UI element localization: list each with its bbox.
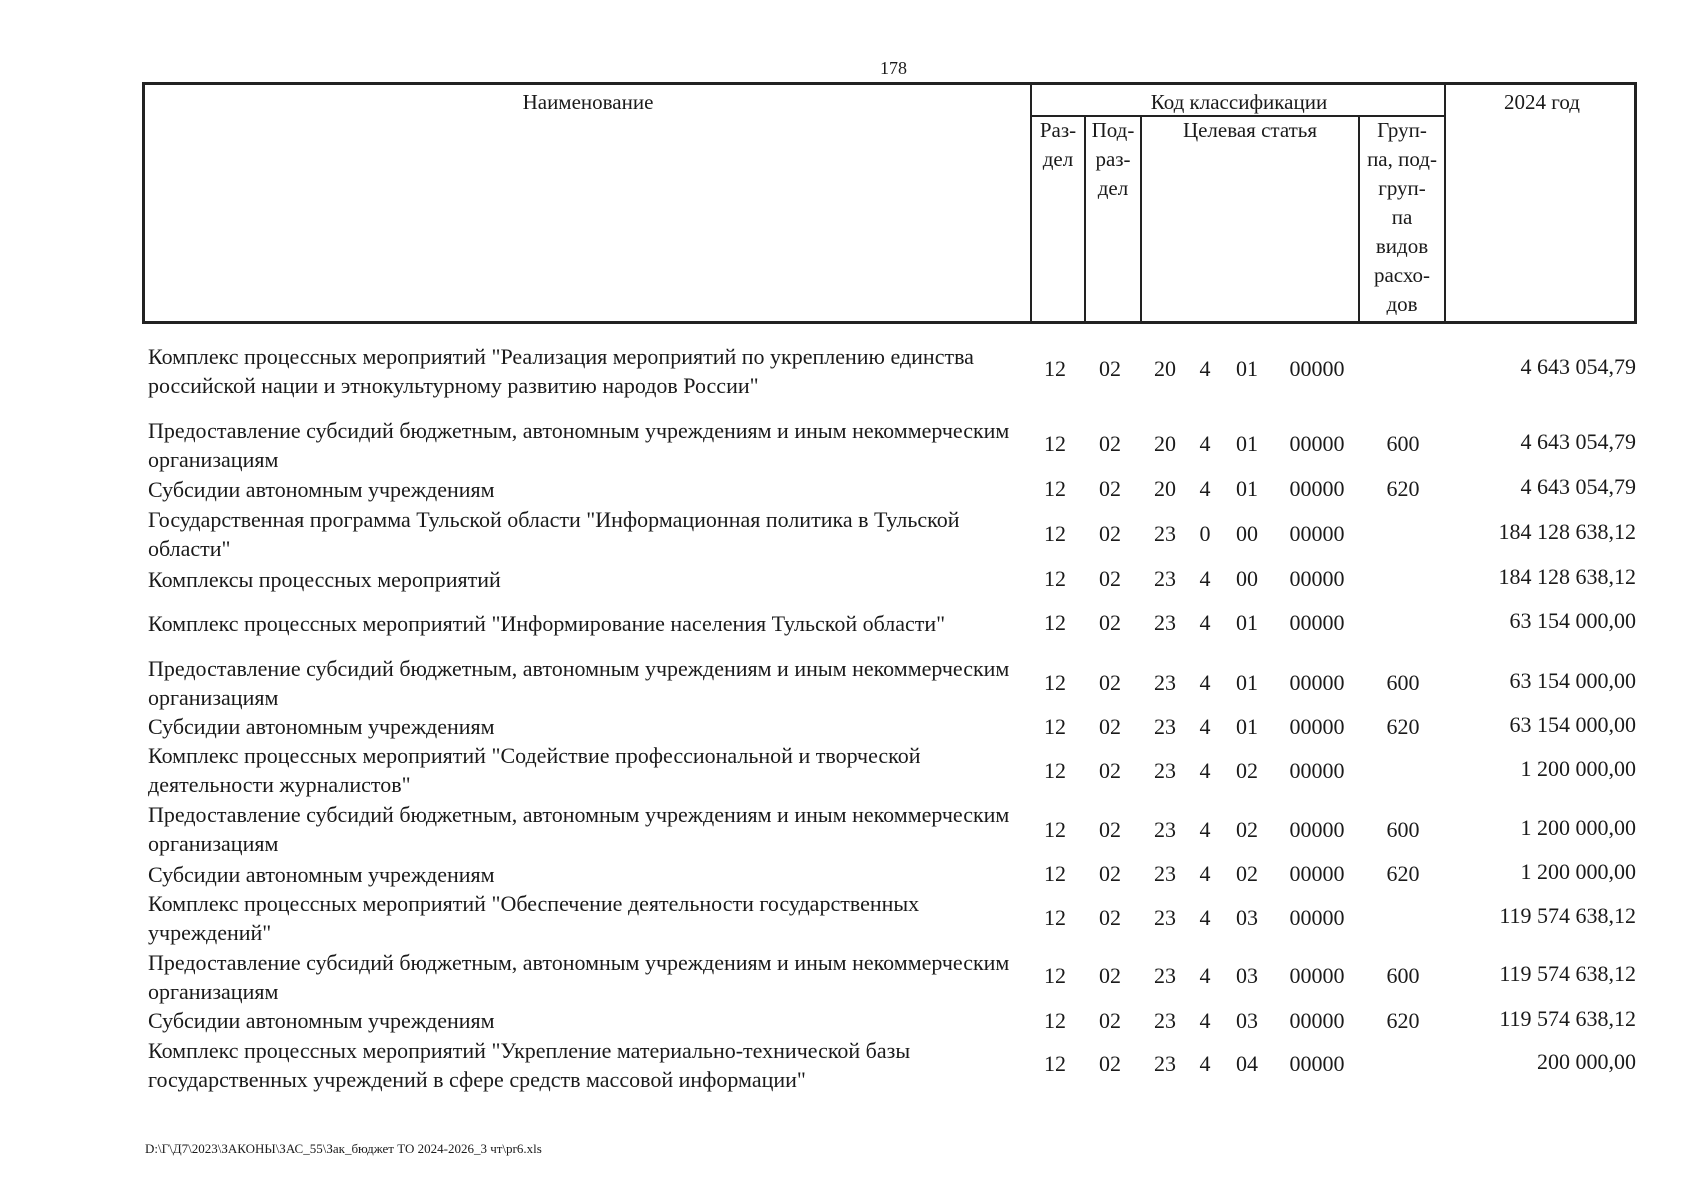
- target-program-cell: 23: [1154, 817, 1176, 842]
- target-program-cell: 23: [1154, 670, 1176, 695]
- divider: [1140, 116, 1142, 324]
- podrazdel-cell: 02: [1099, 566, 1121, 591]
- row-name: Комплекс процессных мероприятий "Реализация мероприятий по укреплению единства российской нации и этнокультурному развитию народов России": [148, 344, 974, 398]
- header-year: 2024 год: [1504, 90, 1580, 114]
- target-type-cell: 4: [1199, 817, 1211, 842]
- target-type-cell: 4: [1199, 566, 1211, 591]
- target-direction-cell: 00000: [1289, 1008, 1345, 1033]
- expense-group-cell: 620: [1386, 1008, 1420, 1033]
- target-direction-cell: 00000: [1289, 356, 1345, 381]
- amount-cell: 119 574 638,12: [1499, 1006, 1636, 1031]
- target-item-cell: 01: [1236, 610, 1258, 635]
- target-item-cell: 01: [1236, 476, 1258, 501]
- amount-cell: 63 154 000,00: [1509, 712, 1636, 737]
- row-name: Комплекс процессных мероприятий "Информирование населения Тульской области": [148, 611, 946, 636]
- row-name: Субсидии автономным учреждениям: [148, 477, 495, 502]
- target-program-cell: 23: [1154, 758, 1176, 783]
- razdel-cell: 12: [1044, 476, 1066, 501]
- target-direction-cell: 00000: [1289, 476, 1345, 501]
- podrazdel-cell: 02: [1099, 521, 1121, 546]
- target-direction-cell: 00000: [1289, 670, 1345, 695]
- target-item-cell: 03: [1236, 1008, 1258, 1033]
- page-number: 178: [880, 58, 907, 78]
- expense-group-cell: 620: [1386, 714, 1420, 739]
- amount-cell: 4 643 054,79: [1520, 474, 1636, 499]
- row-name: Комплекс процессных мероприятий "Содействие профессиональной и творческой деятельности журналистов": [148, 743, 921, 797]
- target-direction-cell: 00000: [1289, 963, 1345, 988]
- podrazdel-cell: 02: [1099, 610, 1121, 635]
- target-direction-cell: 00000: [1289, 817, 1345, 842]
- header-razdel: Раз- дел: [1039, 118, 1077, 171]
- target-program-cell: 23: [1154, 610, 1176, 635]
- target-program-cell: 23: [1154, 1051, 1176, 1076]
- header-podrazdel: Под- раз- дел: [1091, 118, 1135, 200]
- razdel-cell: 12: [1044, 714, 1066, 739]
- target-item-cell: 01: [1236, 431, 1258, 456]
- target-item-cell: 01: [1236, 714, 1258, 739]
- target-item-cell: 00: [1236, 521, 1258, 546]
- expense-group-cell: 600: [1386, 817, 1420, 842]
- row-name: Государственная программа Тульской области "Информационная политика в Тульской области": [148, 507, 960, 561]
- razdel-cell: 12: [1044, 905, 1066, 930]
- razdel-cell: 12: [1044, 431, 1066, 456]
- expense-group-cell: 600: [1386, 963, 1420, 988]
- row-name: Субсидии автономным учреждениям: [148, 714, 495, 739]
- amount-cell: 4 643 054,79: [1520, 354, 1636, 379]
- target-item-cell: 01: [1236, 670, 1258, 695]
- amount-cell: 63 154 000,00: [1509, 668, 1636, 693]
- divider: [1444, 85, 1446, 324]
- row-name: Субсидии автономным учреждениям: [148, 862, 495, 887]
- target-direction-cell: 00000: [1289, 521, 1345, 546]
- target-type-cell: 4: [1199, 1051, 1211, 1076]
- podrazdel-cell: 02: [1099, 476, 1121, 501]
- row-name: Предоставление субсидий бюджетным, автономным учреждениям и иным некоммерческим организациям: [148, 418, 1010, 472]
- podrazdel-cell: 02: [1099, 356, 1121, 381]
- podrazdel-cell: 02: [1099, 817, 1121, 842]
- target-item-cell: 03: [1236, 963, 1258, 988]
- target-program-cell: 23: [1154, 521, 1176, 546]
- target-direction-cell: 00000: [1289, 610, 1345, 635]
- target-direction-cell: 00000: [1289, 566, 1345, 591]
- razdel-cell: 12: [1044, 758, 1066, 783]
- row-name: Субсидии автономным учреждениям: [148, 1008, 495, 1033]
- razdel-cell: 12: [1044, 670, 1066, 695]
- expense-group-cell: 600: [1386, 431, 1420, 456]
- razdel-cell: 12: [1044, 1008, 1066, 1033]
- podrazdel-cell: 02: [1099, 1051, 1121, 1076]
- podrazdel-cell: 02: [1099, 861, 1121, 886]
- target-item-cell: 02: [1236, 861, 1258, 886]
- target-direction-cell: 00000: [1289, 905, 1345, 930]
- razdel-cell: 12: [1044, 521, 1066, 546]
- row-name: Комплекс процессных мероприятий "Укрепление материально-технической базы государственных учреждений в сфере средств массовой информации": [148, 1038, 911, 1092]
- amount-cell: 4 643 054,79: [1520, 429, 1636, 454]
- razdel-cell: 12: [1044, 1051, 1066, 1076]
- target-type-cell: 4: [1199, 758, 1211, 783]
- expense-group-cell: 620: [1386, 861, 1420, 886]
- target-direction-cell: 00000: [1289, 1051, 1345, 1076]
- target-direction-cell: 00000: [1289, 758, 1345, 783]
- target-type-cell: 4: [1199, 670, 1211, 695]
- target-type-cell: 4: [1199, 861, 1211, 886]
- target-program-cell: 23: [1154, 1008, 1176, 1033]
- target-direction-cell: 00000: [1289, 714, 1345, 739]
- target-type-cell: 4: [1199, 610, 1211, 635]
- target-item-cell: 02: [1236, 817, 1258, 842]
- target-program-cell: 23: [1154, 566, 1176, 591]
- podrazdel-cell: 02: [1099, 670, 1121, 695]
- razdel-cell: 12: [1044, 861, 1066, 886]
- target-item-cell: 00: [1236, 566, 1258, 591]
- header-name: Наименование: [522, 90, 654, 114]
- amount-cell: 1 200 000,00: [1520, 859, 1636, 884]
- row-name: Комплексы процессных мероприятий: [148, 567, 501, 592]
- amount-cell: 119 574 638,12: [1499, 961, 1636, 986]
- amount-cell: 200 000,00: [1537, 1049, 1636, 1074]
- podrazdel-cell: 02: [1099, 905, 1121, 930]
- target-program-cell: 23: [1154, 905, 1176, 930]
- header-classification: Код классификации: [1150, 90, 1328, 114]
- target-direction-cell: 00000: [1289, 431, 1345, 456]
- podrazdel-cell: 02: [1099, 963, 1121, 988]
- podrazdel-cell: 02: [1099, 1008, 1121, 1033]
- razdel-cell: 12: [1044, 963, 1066, 988]
- target-type-cell: 0: [1199, 521, 1211, 546]
- target-item-cell: 03: [1236, 905, 1258, 930]
- target-type-cell: 4: [1199, 714, 1211, 739]
- expense-group-cell: 620: [1386, 476, 1420, 501]
- amount-cell: 1 200 000,00: [1520, 815, 1636, 840]
- amount-cell: 63 154 000,00: [1509, 608, 1636, 633]
- target-item-cell: 04: [1236, 1051, 1258, 1076]
- target-item-cell: 02: [1236, 758, 1258, 783]
- row-name: Комплекс процессных мероприятий "Обеспечение деятельности государственных учреждений": [148, 891, 920, 945]
- razdel-cell: 12: [1044, 817, 1066, 842]
- target-direction-cell: 00000: [1289, 861, 1345, 886]
- target-program-cell: 20: [1154, 356, 1176, 381]
- target-type-cell: 4: [1199, 476, 1211, 501]
- target-type-cell: 4: [1199, 905, 1211, 930]
- target-item-cell: 01: [1236, 356, 1258, 381]
- target-type-cell: 4: [1199, 963, 1211, 988]
- header-target: Целевая статья: [1182, 118, 1318, 142]
- target-type-cell: 4: [1199, 1008, 1211, 1033]
- target-program-cell: 20: [1154, 476, 1176, 501]
- row-name: Предоставление субсидий бюджетным, автономным учреждениям и иным некоммерческим организациям: [148, 656, 1010, 710]
- amount-cell: 184 128 638,12: [1498, 564, 1636, 589]
- razdel-cell: 12: [1044, 610, 1066, 635]
- target-program-cell: 23: [1154, 963, 1176, 988]
- header-group: Груп- па, под- груп- па видов расхо- дов: [1367, 118, 1437, 316]
- target-program-cell: 23: [1154, 861, 1176, 886]
- expense-group-cell: 600: [1386, 670, 1420, 695]
- row-name: Предоставление субсидий бюджетным, автономным учреждениям и иным некоммерческим организациям: [148, 802, 1010, 856]
- podrazdel-cell: 02: [1099, 714, 1121, 739]
- target-type-cell: 4: [1199, 431, 1211, 456]
- podrazdel-cell: 02: [1099, 431, 1121, 456]
- target-program-cell: 20: [1154, 431, 1176, 456]
- table-header: [142, 82, 1637, 324]
- amount-cell: 1 200 000,00: [1520, 756, 1636, 781]
- footer-path: D:\Г\Д7\2023\ЗАКОНЫ\ЗАС_55\Зак_бюджет ТО 2024-2026_3 чт\pr6.xls: [145, 1141, 542, 1156]
- target-type-cell: 4: [1199, 356, 1211, 381]
- target-program-cell: 23: [1154, 714, 1176, 739]
- amount-cell: 119 574 638,12: [1499, 903, 1636, 928]
- podrazdel-cell: 02: [1099, 758, 1121, 783]
- razdel-cell: 12: [1044, 356, 1066, 381]
- row-name: Предоставление субсидий бюджетным, автономным учреждениям и иным некоммерческим организациям: [148, 950, 1010, 1004]
- amount-cell: 184 128 638,12: [1498, 519, 1636, 544]
- razdel-cell: 12: [1044, 566, 1066, 591]
